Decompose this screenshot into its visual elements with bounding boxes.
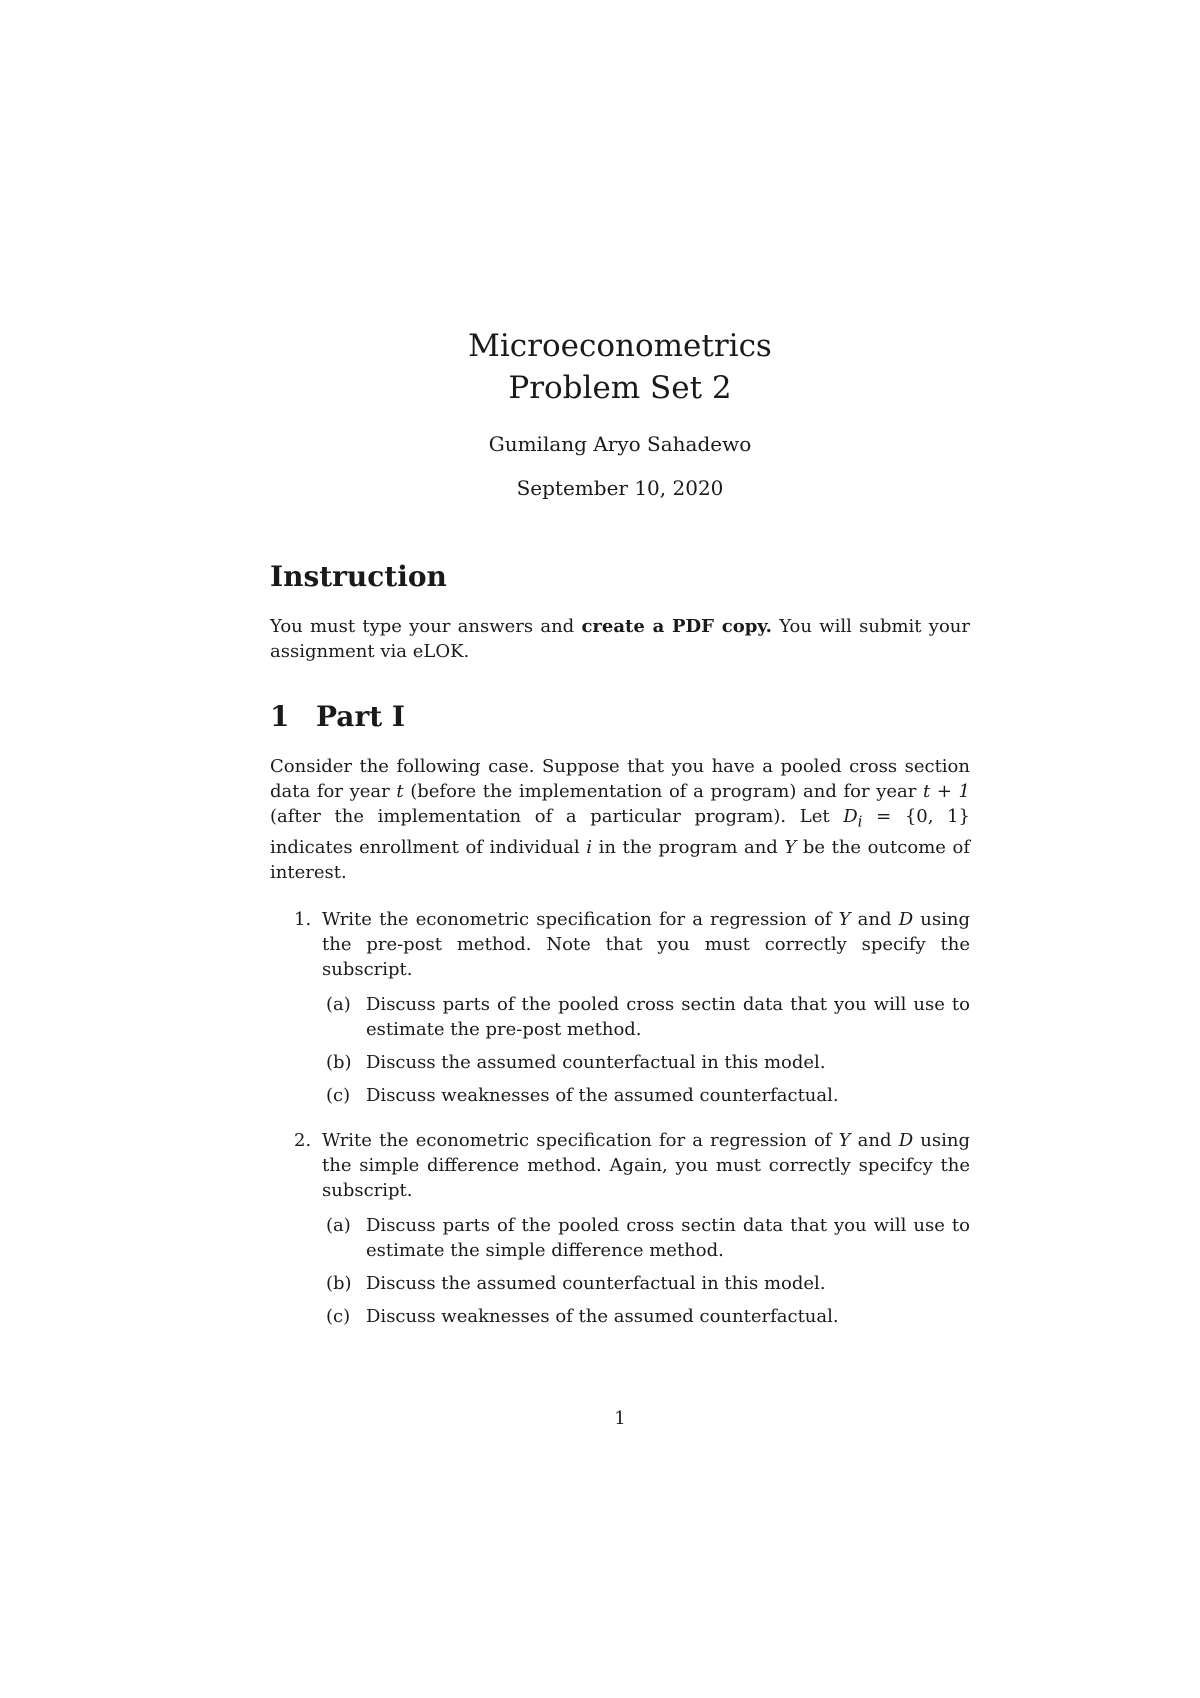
date: September 10, 2020 [516,476,724,500]
intro-text-2: (before the implementation of a program) and for year [403,781,923,802]
question-number: 2. [294,1129,312,1151]
question-text-2: and [850,908,899,930]
title-block [0,325,1200,501]
instruction-text-bold: create a PDF copy. [581,616,772,637]
question-item [270,907,970,1108]
subquestion-label: (b) [326,1272,352,1294]
subquestion-label: (a) [326,1214,351,1236]
subquestion-label: (a) [326,993,351,1015]
instruction-text-1: You must type your answers and [270,616,582,637]
question-text [322,1128,970,1203]
subquestion-text: Discuss the assumed counterfactual in this model. [366,1051,826,1073]
subquestion-item [322,992,970,1042]
question-text-2: and [850,1129,899,1151]
subquestion-item [322,1304,970,1329]
question-list [270,907,970,1329]
author: Gumilang Aryo Sahadewo [488,432,752,456]
document-subtitle: Problem Set 2 [508,370,732,406]
math-D: D [898,908,914,930]
subquestion-text: Discuss parts of the pooled cross sectin data that you will use to estimate the pre-post method. [366,993,970,1040]
question-text-3: using the pre-post method. Note that you must correctly specify the subscript. [322,908,970,980]
instruction-text [270,614,970,664]
intro-text-6: be the outcome of interest. [270,836,970,883]
section-number: 1 [270,700,290,733]
question-text-1: Write the econometric specification for a regression of [322,1129,839,1151]
math-D-subscript: i [857,812,863,831]
subquestion-item [322,1213,970,1263]
math-set: = {0, 1} [862,806,970,827]
intro-text-4: indicates enrollment of individual [270,836,587,858]
question-text [322,907,970,982]
math-i: i [586,836,592,858]
question-number: 1. [294,908,312,930]
intro-text-5: in the program and [592,836,785,858]
subquestion-text: Discuss weaknesses of the assumed counterfactual. [366,1084,839,1106]
part1-intro [270,754,970,885]
instruction-text-2: You will submit your assignment via eLOK. [270,616,970,662]
subquestion-label: (c) [326,1305,351,1327]
subquestion-text: Discuss parts of the pooled cross sectin data that you will use to estimate the simple difference method. [366,1214,970,1261]
subquestion-item [322,1050,970,1075]
subquestion-text: Discuss weaknesses of the assumed counterfactual. [366,1305,839,1327]
subquestion-item [322,1083,970,1108]
question-text-1: Write the econometric specification for a regression of [322,908,839,930]
intro-text-3: (after the implementation of a particular program). Let [270,806,844,827]
subquestion-text: Discuss the assumed counterfactual in this model. [366,1272,826,1294]
math-D: D [898,1129,914,1151]
math-Y: Y [838,1129,851,1151]
question-text-3: using the simple difference method. Again, you must correctly specifcy the subscript. [322,1129,970,1201]
math-t: t [396,781,404,802]
document-body [270,560,970,1349]
question-item [270,1128,970,1329]
math-Y: Y [838,908,851,930]
instruction-heading: Instruction [270,560,447,593]
subquestion-label: (b) [326,1051,352,1073]
part1-heading [270,700,970,734]
math-D: D [843,806,858,827]
math-t-plus-1: t + 1 [922,781,970,802]
intro-text-1: Consider the following case. Suppose that you have a pooled cross section data for year [270,756,970,802]
document-title: Microeconometrics [468,328,772,364]
math-Y: Y [784,836,797,858]
subquestion-label: (c) [326,1084,351,1106]
subquestion-item [322,1271,970,1296]
page-number: 1 [614,1408,626,1429]
section-title: Part I [316,700,405,733]
